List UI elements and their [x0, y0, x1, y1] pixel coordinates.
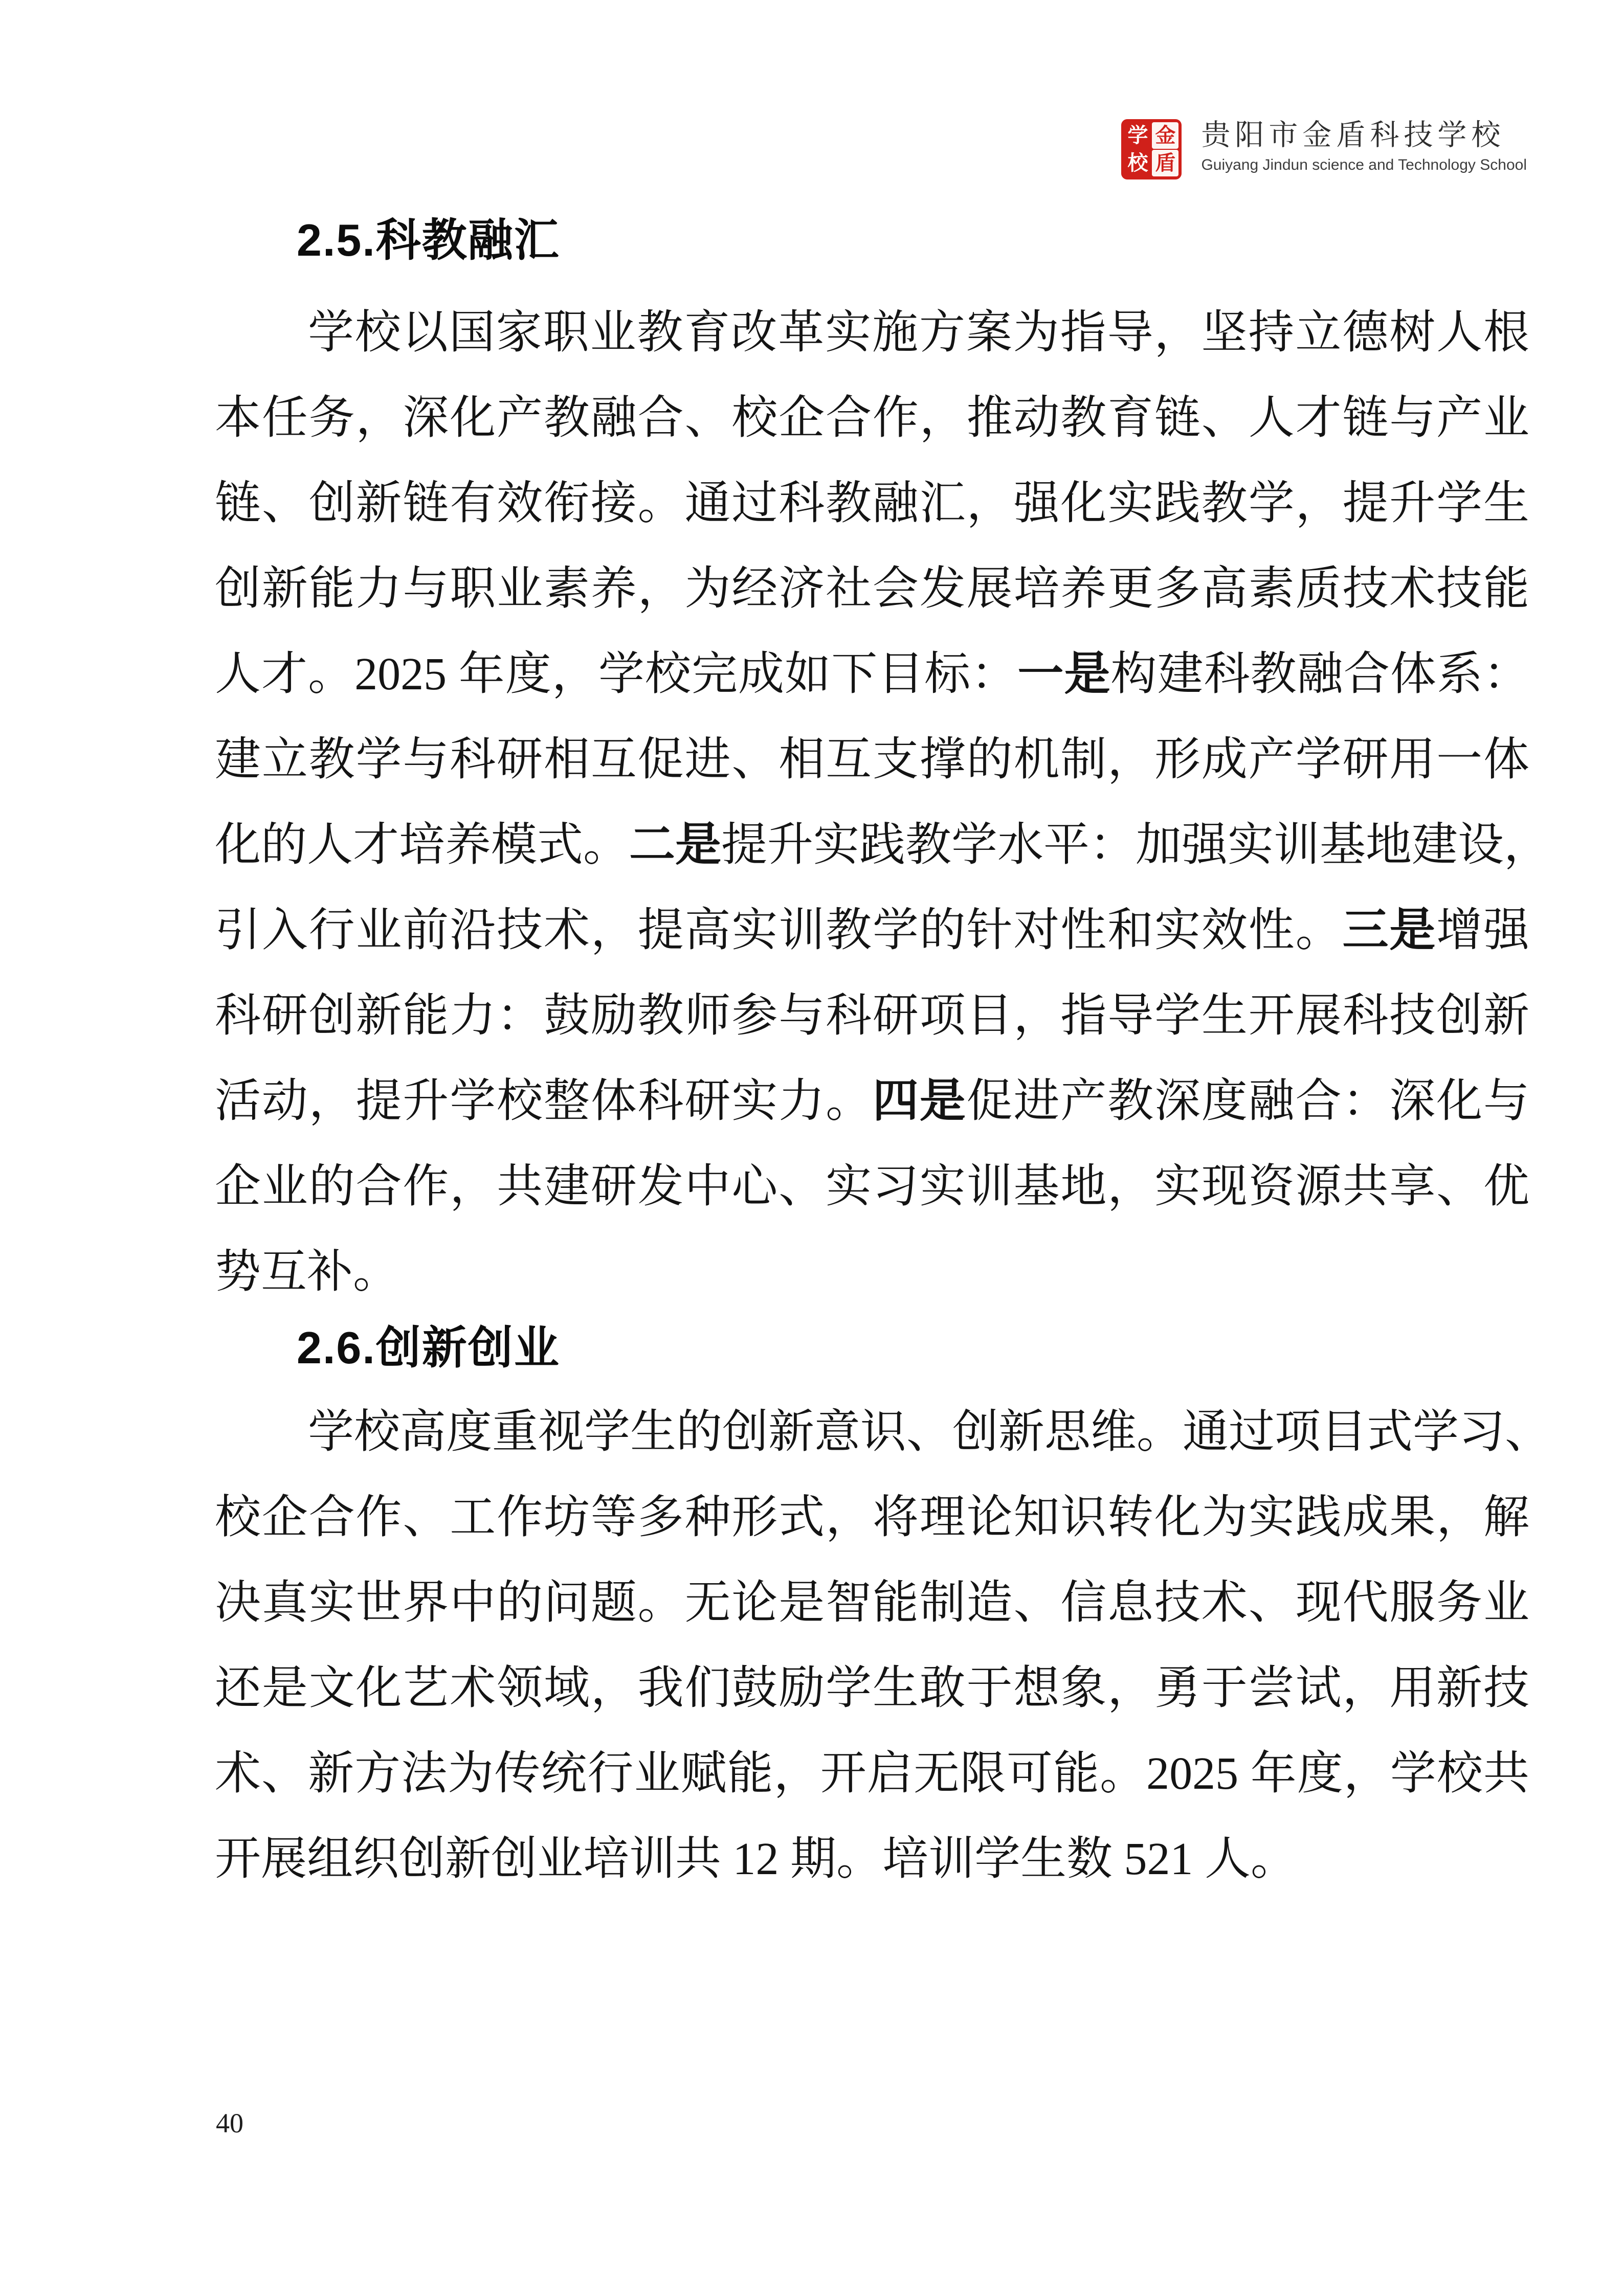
text-line: 决真实世界中的问题。无论是智能制造、信息技术、现代服务业 — [215, 1578, 1529, 1628]
seal-char: 盾 — [1152, 150, 1178, 176]
text-line: 科研创新能力：鼓励教师参与科研项目，指导学生开展科技创新 — [215, 991, 1529, 1041]
section-heading-2-5: 2.5.科教融汇 — [297, 215, 560, 265]
text-line: 企业的合作，共建研发中心、实习实训基地，实现资源共享、优 — [215, 1161, 1529, 1212]
school-name-zh: 贵阳市金盾科技学校 — [1201, 119, 1505, 151]
seal-char: 学 — [1127, 124, 1148, 147]
text-line: 校企合作、工作坊等多种形式，将理论知识转化为实践成果，解 — [215, 1492, 1529, 1543]
text-line: 术、新方法为传统行业赋能，开启无限可能。2025 年度，学校共 — [215, 1748, 1529, 1799]
text-line: 势互补。 — [215, 1247, 399, 1297]
school-name-en: Guiyang Jindun science and Technology School — [1201, 156, 1527, 173]
header-text-block — [1201, 119, 1527, 174]
text-line: 本任务，深化产教融合、校企合作，推动教育链、人才链与产业 — [215, 393, 1529, 443]
text-line: 化的人才培养模式。二是提升实践教学水平：加强实训基地建设， — [215, 819, 1550, 870]
section-heading-2-6: 2.6.创新创业 — [297, 1322, 560, 1373]
page-number: 40 — [216, 2108, 243, 2139]
text-line: 还是文化艺术领域，我们鼓励学生敢于想象，勇于尝试，用新技 — [215, 1663, 1529, 1714]
text-line: 引入行业前沿技术，提高实训教学的针对性和实效性。三是增强 — [215, 905, 1530, 956]
text-line: 学校高度重视学生的创新意识、创新思维。通过项目式学习、 — [308, 1407, 1551, 1457]
text-line: 人才。2025 年度，学校完成如下目标：一是构建科教融合体系： — [215, 648, 1530, 700]
text-line: 创新能力与职业素养，为经济社会发展培养更多高素质技术技能 — [215, 564, 1529, 614]
seal-char: 校 — [1127, 151, 1148, 174]
seal-char: 金 — [1152, 122, 1178, 149]
paragraph-2-5 — [215, 290, 1550, 1315]
document-body — [215, 207, 1551, 1902]
page-header — [1121, 119, 1527, 179]
paragraph-2-6 — [215, 1389, 1551, 1902]
text-line: 链、创新链有效衔接。通过科教融汇，强化实践教学，提升学生 — [215, 478, 1529, 529]
text-line: 学校以国家职业教育改革实施方案为指导，坚持立德树人根 — [308, 307, 1529, 358]
text-line: 建立教学与科研相互促进、相互支撑的机制，形成产学研用一体 — [215, 734, 1529, 785]
text-line: 活动，提升学校整体科研实力。四是促进产教深度融合：深化与 — [215, 1075, 1530, 1127]
text-line: 开展组织创新创业培训共 12 期。培训学生数 521 人。 — [215, 1834, 1297, 1884]
school-seal-logo — [1121, 119, 1182, 179]
